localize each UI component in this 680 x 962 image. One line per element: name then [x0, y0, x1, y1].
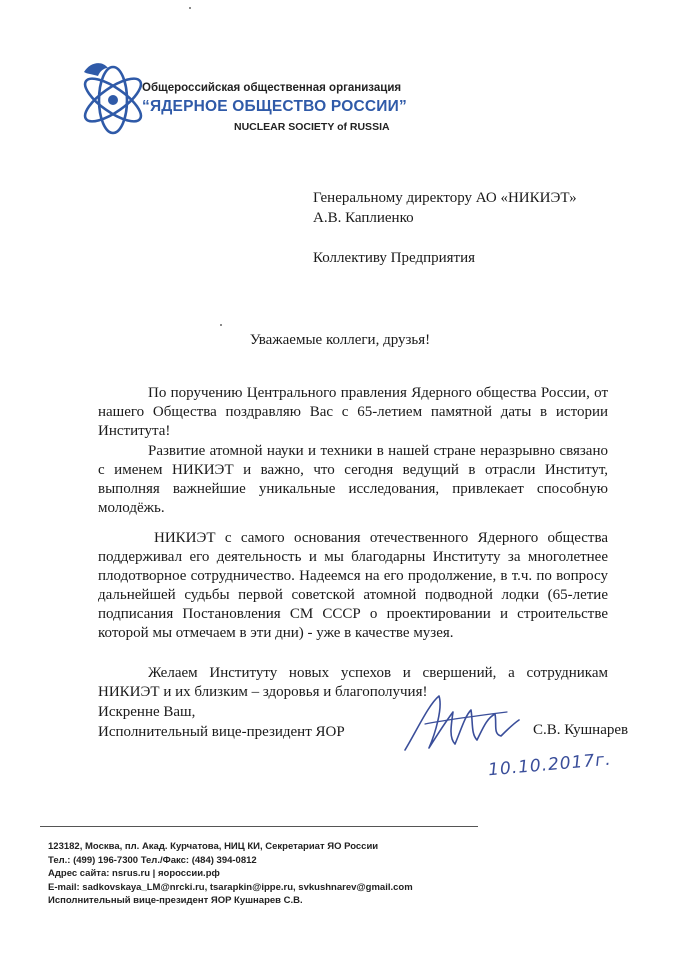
footer-phones: Тел.: (499) 196-7300 Тел./Факс: (484) 394-0812 [48, 854, 257, 866]
org-name: “ЯДЕРНОЕ ОБЩЕСТВО РОССИИ” [142, 98, 407, 115]
footer-email: E-mail: sadkovskaya_LM@nrcki.ru, tsarapkin@ippe.ru, svkushnarev@gmail.com [48, 881, 413, 893]
letterhead [142, 82, 407, 133]
signer-position: Исполнительный вице-президент ЯОР [98, 724, 345, 740]
scan-speck [189, 7, 191, 9]
footer-officer: Исполнительный вице-президент ЯОР Кушнарев С.В. [48, 895, 303, 906]
handwritten-signature [395, 690, 525, 760]
paragraph: НИКИЭТ с самого основания отечественного Ядерного общества поддерживал его деятельность и мы благодарны Институту за многолетнее плодотворное сотрудничество. Надеемся на его продолжение, в т.ч. по вопросу дальнейшей судьбы первой советской атомной подводной лодки (65-летие подписания Постановления СМ СССР о проектировании и строительстве которой мы отмечаем в эти дни) - уже в качестве музея. [98, 530, 608, 641]
nuclear-society-logo-icon [76, 58, 150, 136]
handwritten-date: 10.10.2017г. [487, 749, 613, 781]
paragraph: По поручению Центрального правления Ядерного общества России, от нашего Общества поздравляю Вас с 65-летием памятной даты в истории Института! [98, 385, 608, 439]
footer-site: Адрес сайта: nsrus.ru | яороссии.рф [48, 868, 220, 879]
paragraph: Желаем Институту новых успехов и свершений, а сотрудникам НИКИЭТ и их близким – здоровья и благополучия! [98, 665, 608, 700]
closing-block [98, 702, 345, 742]
greeting: Уважаемые коллеги, друзья! [249, 332, 431, 348]
closing-phrase: Искренне Ваш, [98, 704, 196, 720]
paragraph: Развитие атомной науки и техники в нашей стране неразрывно связано с именем НИКИЭТ и важно, что сегодня ведущий в отрасли Институт, выполняя важнейшие уникальные исследования, привлекает способную молодёжь. [98, 443, 608, 516]
addressee-block [313, 188, 577, 268]
addressee-position: Генеральному директору АО «НИКИЭТ» [313, 190, 577, 206]
letter-body [98, 384, 608, 702]
org-name-english: NUCLEAR SOCIETY of RUSSIA [234, 121, 390, 133]
footer-divider [40, 826, 478, 827]
footer-address: 123182, Москва, пл. Акад. Курчатова, НИЦ КИ, Секретариат ЯО России [48, 841, 379, 852]
footer-contacts [48, 840, 413, 908]
org-subtitle: Общероссийская общественная организация [142, 82, 402, 94]
addressee-name: А.В. Каплиенко [313, 210, 414, 226]
signer-name: С.В. Кушнарев [533, 722, 629, 738]
scan-speck [220, 324, 222, 326]
addressee-collective: Коллективу Предприятия [313, 250, 476, 266]
